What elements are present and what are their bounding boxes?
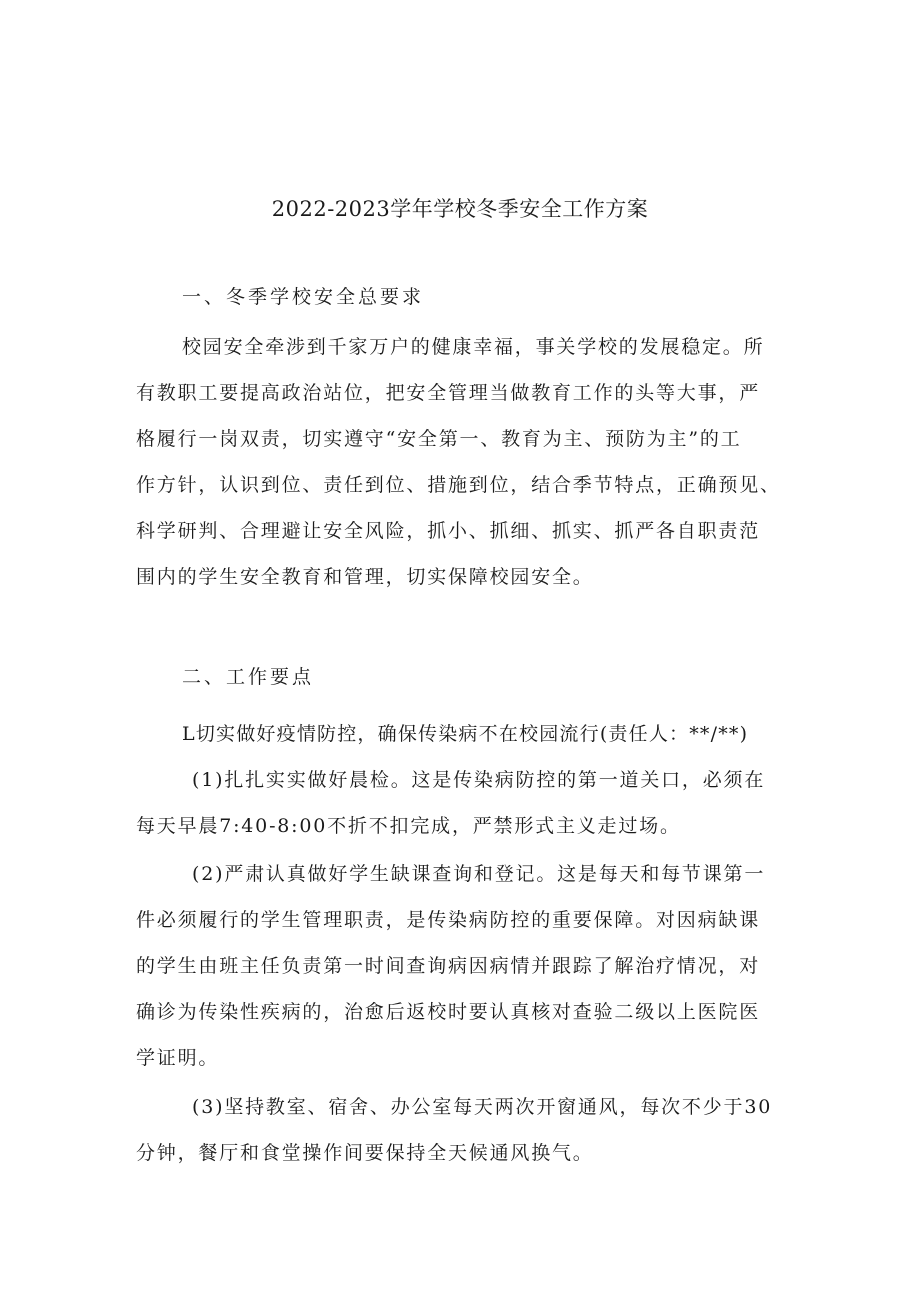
paragraph-line: 确诊为传染性疾病的，治愈后返校时要认真核对查验二级以上医院医 [136, 1001, 761, 1023]
section1-paragraph [136, 324, 796, 600]
sub-item-3 [136, 1084, 796, 1176]
paragraph-line: 作方针，认识到位、责任到位、措施到位，结合季节特点，正确预见、 [136, 474, 781, 496]
section-heading-2: 二、工作要点 [182, 666, 315, 688]
sub-item-1 [136, 757, 796, 849]
sub-item-2 [136, 851, 796, 1081]
paragraph-line: (2)严肃认真做好学生缺课查询和登记。这是每天和每节课第一 [192, 863, 766, 885]
paragraph-line: 科学研判、合理避让安全风险，抓小、抓细、抓实、抓严各自职责范 [136, 520, 761, 542]
work-item-1 [136, 711, 796, 757]
paragraph-line: 有教职工要提高政治站位，把安全管理当做教育工作的头等大事，严 [136, 382, 761, 404]
paragraph-line: 每天早晨7:40-8:00不折不扣完成，严禁形式主义走过场。 [136, 815, 681, 837]
document-title: 2022-2023学年学校冬季安全工作方案 [271, 197, 649, 221]
paragraph-line: 校园安全牵涉到千家万户的健康幸福，事关学校的发展稳定。所 [182, 336, 765, 358]
paragraph-line: 分钟，餐厅和食堂操作间要保持全天候通风换气。 [136, 1142, 594, 1164]
paragraph-line: 围内的学生安全教育和管理，切实保障校园安全。 [136, 566, 594, 588]
paragraph-line: (3)坚持教室、宿舍、办公室每天两次开窗通风，每次不少于30 [192, 1096, 773, 1118]
paragraph-line: (1)扎扎实实做好晨检。这是传染病防控的第一道关口，必须在 [192, 769, 766, 791]
section-heading-1: 一、冬季学校安全总要求 [182, 286, 425, 308]
paragraph-line: 学证明。 [136, 1047, 220, 1069]
paragraph-line: 格履行一岗双责，切实遵守“安全第一、教育为主、预防为主”的工 [136, 428, 742, 450]
paragraph-line: 的学生由班主任负责第一时间查询病因病情并跟踪了解治疗情况，对 [136, 955, 761, 977]
paragraph-line: L切实做好疫情防控，确保传染病不在校园流行(责任人：**/**) [182, 723, 749, 745]
paragraph-line: 件必须履行的学生管理职责，是传染病防控的重要保障。对因病缺课 [136, 909, 761, 931]
